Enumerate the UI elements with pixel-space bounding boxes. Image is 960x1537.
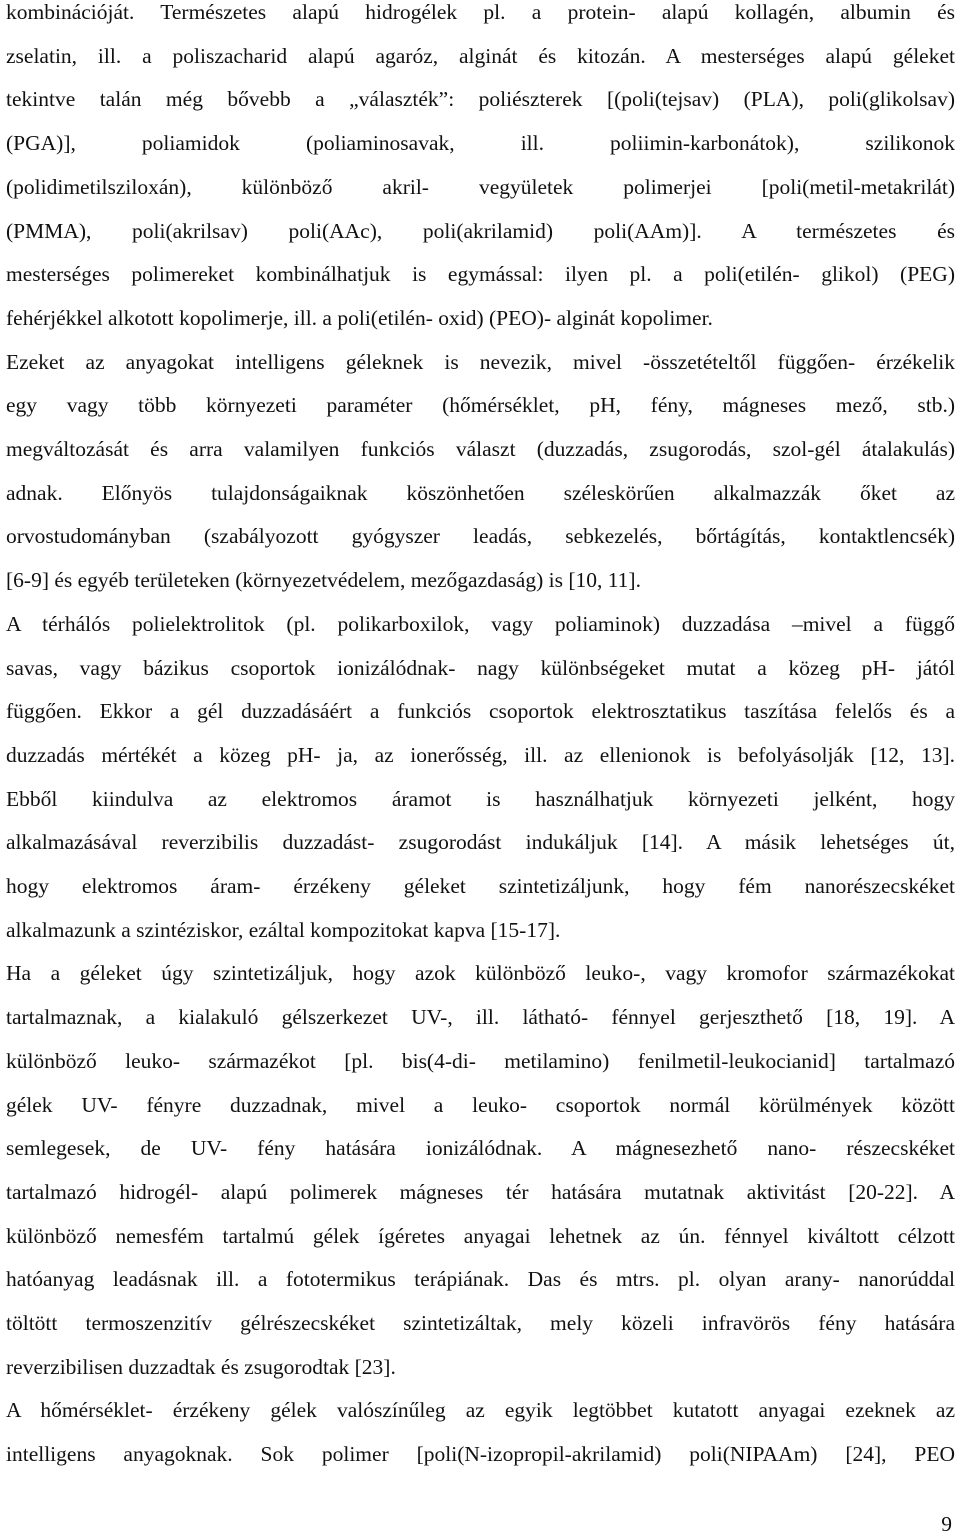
text-line: tartalmaznak, a kialakuló gélszerkezet UV-, ill. látható- fénnyel gerjeszthető [18, 19]. A xyxy=(6,1005,955,1030)
text-line: tartalmazó hidrogél- alapú polimerek mágneses tér hatására mutatnak aktivitást [20-22]. A xyxy=(6,1179,955,1204)
text-line: tekintve talán még bővebb a „választék”: poliészterek [(poli(tejsav) (PLA), poli(glikolsav) xyxy=(6,87,955,112)
text-line: töltött termoszenzitív gélrészecskéket szintetizáltak, mely közeli infravörös fény hatására xyxy=(6,1311,955,1335)
text-line: alkalmazunk a szintéziskor, ezáltal kompozitokat kapva [15-17]. xyxy=(6,917,561,942)
text-line: Ebből kiindulva az elektromos áramot is használhatjuk környezeti jelként, hogy xyxy=(6,786,955,811)
text-line: hogy elektromos áram- érzékeny géleket szintetizáljunk, hogy fém nanorészecskéket xyxy=(6,874,955,898)
text-line: különböző nemesfém tartalmú gélek ígéretes anyagai lehetnek az ún. fénnyel kiváltott célzott xyxy=(6,1223,955,1248)
text-line: megváltozását és arra valamilyen funkciós választ (duzzadás, zsugorodás, szol-gél átalakulás) xyxy=(6,437,955,461)
text-line: duzzadás mértékét a közeg pH- ja, az ionerősség, ill. az ellenionok is befolyásolják [12, 13]. xyxy=(6,742,955,767)
text-line: (PGA)], poliamidok (poliaminosavak, ill. poliimin-karbonátok), szilikonok xyxy=(6,131,955,156)
text-line: (polidimetilsziloxán), különböző akril- vegyületek polimerjei [poli(metil-metakrilát) xyxy=(6,174,955,199)
text-line: A hőmérséklet- érzékeny gélek valószínűleg az egyik legtöbbet kutatott anyagai ezeknek az xyxy=(6,1398,955,1423)
text-line: fehérjékkel alkotott kopolimerje, ill. a poli(etilén- oxid) (PEO)- alginát kopolimer. xyxy=(6,305,713,330)
text-line: hatóanyag leadásnak ill. a fototermikus terápiának. Das és mtrs. pl. olyan arany- nanorúddal xyxy=(6,1267,955,1292)
text-line: Ezeket az anyagokat intelligens géleknek is nevezik, mivel -összetételtől függően- érzékelik xyxy=(6,349,955,374)
page-number: 9 xyxy=(941,1512,952,1536)
text-line: függően. Ekkor a gél duzzadásáért a funkciós csoportok elektrosztatikus taszítása felelős és a xyxy=(6,699,955,724)
text-line: zselatin, ill. a poliszacharid alapú agaróz, alginát és kitozán. A mesterséges alapú géleket xyxy=(6,43,955,68)
text-line: intelligens anyagoknak. Sok polimer [poli(N-izopropil-akrilamid) poli(NIPAAm) [24], PEO xyxy=(6,1442,955,1467)
text-line: (PMMA), poli(akrilsav) poli(AAc), poli(akrilamid) poli(AAm)]. A természetes és xyxy=(6,218,955,243)
text-line: adnak. Előnyös tulajdonságaiknak köszönhetően széleskörűen alkalmazzák őket az xyxy=(6,480,955,505)
text-line: gélek UV- fényre duzzadnak, mivel a leuko- csoportok normál körülmények között xyxy=(6,1092,955,1117)
text-line: Ha a géleket úgy szintetizáljuk, hogy azok különböző leuko-, vagy kromofor származékokat xyxy=(6,961,955,986)
text-line: orvostudományban (szabályozott gyógyszer leadás, sebkezelés, bőrtágítás, kontaktlencsék) xyxy=(6,524,955,549)
text-line: alkalmazásával reverzibilis duzzadást- zsugorodást indukáljuk [14]. A másik lehetséges út, xyxy=(6,830,955,855)
text-line: reverzibilisen duzzadtak és zsugorodtak [23]. xyxy=(6,1354,396,1379)
text-line: kombinációját. Természetes alapú hidrogélek pl. a protein- alapú kollagén, albumin és xyxy=(6,0,955,24)
text-line: egy vagy több környezeti paraméter (hőmérséklet, pH, fény, mágneses mező, stb.) xyxy=(6,393,955,418)
text-line: semlegesek, de UV- fény hatására ionizálódnak. A mágnesezhető nano- részecskéket xyxy=(6,1136,955,1161)
text-line: [6-9] és egyéb területeken (környezetvédelem, mezőgazdaság) is [10, 11]. xyxy=(6,568,641,593)
text-line: mesterséges polimereket kombinálhatjuk is egymással: ilyen pl. a poli(etilén- glikol) (PEG) xyxy=(6,262,955,287)
text-line: különböző leuko- származékot [pl. bis(4-di- metilamino) fenilmetil-leukocianid] tartalmazó xyxy=(6,1048,955,1073)
text-line: A térhálós polielektrolitok (pl. polikarboxilok, vagy poliaminok) duzzadása –mivel a függő xyxy=(6,611,955,636)
text-line: savas, vagy bázikus csoportok ionizálódnak- nagy különbségeket mutat a közeg pH- jától xyxy=(6,655,955,680)
